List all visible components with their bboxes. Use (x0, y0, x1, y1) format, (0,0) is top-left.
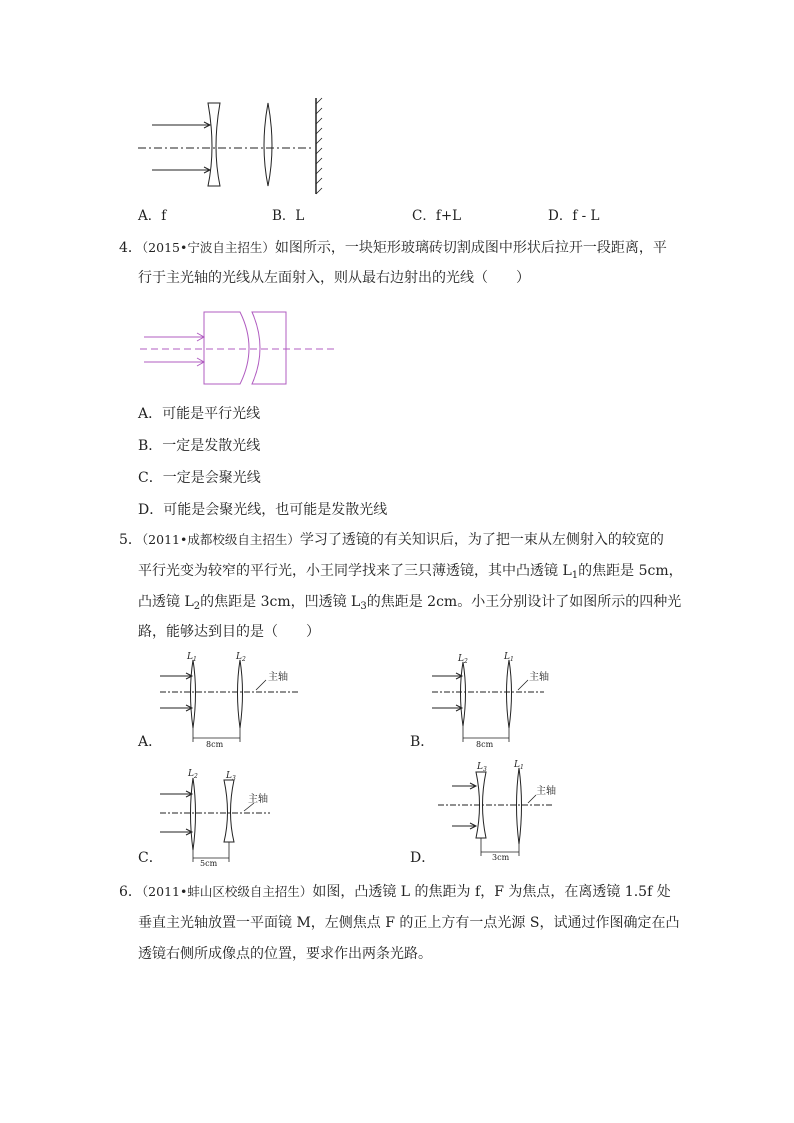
q5-text-3b: 的焦距是 3cm，凹透镜 L (200, 594, 361, 610)
q5-option-c[interactable]: C． (138, 850, 163, 866)
q5c-concave-lens (224, 780, 234, 842)
q5c-dim: 5cm (200, 859, 218, 868)
q4-text-1: 如图所示，一块矩形玻璃砖切割成图中形状后拉开一段距离，平 (274, 240, 667, 256)
q5-text-2b: 的焦距是 5cm， (578, 563, 683, 579)
q5-diagram-d (432, 758, 582, 862)
q6-line-3: 透镜右侧所成像点的位置，要求作出两条光路。 (138, 946, 432, 962)
q5-text-2a: 平行光变为较窄的平行光，小王同学找来了三只薄透镜，其中凸透镜 L (138, 563, 572, 579)
q4-source: （2015•宁波自主招生） (141, 240, 275, 255)
q5a-lens-left (191, 660, 196, 728)
q5d-axis-label: 主轴 (536, 786, 556, 797)
q5-option-a[interactable]: A． (138, 734, 163, 750)
q5b-lens-right (507, 660, 512, 728)
q4-option-a[interactable]: A．可能是平行光线 (138, 406, 261, 422)
q5-option-b[interactable]: B． (410, 734, 435, 750)
q6-text-1: 如图，凸透镜 L 的焦距为 f，F 为焦点，在离透镜 1.5f 处 (312, 884, 671, 900)
q4-line-2: 行于主光轴的光线从左面射入，则从最右边射出的光线（ ） (138, 270, 530, 286)
q5-source: （2011•成都校级自主招生） (141, 532, 300, 547)
q3-option-b[interactable]: B．L (272, 208, 305, 224)
q3-convex-lens (264, 103, 272, 186)
q5-text-3c: 的焦距是 2cm。小王分别设计了如图所示的四种光 (366, 594, 682, 610)
q5b-left-label: $L_2$ (458, 654, 468, 665)
q5d-lens-right (517, 768, 522, 844)
q5-line-2 (138, 561, 683, 586)
q4-glass-left (204, 312, 249, 384)
q5b-dim: 8cm (476, 740, 494, 749)
q3-lens-diagram (138, 98, 338, 198)
q5-number: 5． (119, 532, 142, 548)
q3-concave-lens (208, 103, 220, 186)
q5-text-3a: 凸透镜 L (138, 594, 194, 610)
q5a-lens-right (238, 660, 243, 728)
q6-line-1 (119, 882, 671, 902)
q5c-left-label: $L_2$ (188, 769, 198, 780)
q5-line-1 (119, 530, 664, 550)
q4-glass-right (252, 312, 286, 384)
q3-option-a[interactable]: A．f (138, 208, 167, 224)
q4-number: 4． (119, 240, 142, 256)
q5-option-d[interactable]: D． (410, 850, 436, 866)
q5c-axis-label: 主轴 (248, 794, 268, 805)
q5b-lens-left (461, 662, 466, 726)
q6-source: （2011•蚌山区校级自主招生） (141, 884, 313, 899)
q5d-left-label: $L_3$ (477, 762, 487, 773)
q4-option-b[interactable]: B．一定是发散光线 (138, 438, 261, 454)
q4-line-1 (119, 238, 667, 258)
q5c-lens-left (191, 778, 196, 850)
q5d-right-label: $L_1$ (514, 760, 524, 771)
q5b-axis-label: 主轴 (529, 672, 549, 683)
q5c-right-label: $L_3$ (226, 771, 236, 782)
q5-diagram-c (160, 766, 310, 866)
q4-option-c[interactable]: C．一定是会聚光线 (138, 470, 261, 486)
q6-line-2: 垂直主光轴放置一平面镜 M，左侧焦点 F 的正上方有一点光源 S，试通过作图确定在凸 (138, 915, 680, 931)
q5-sub-l1: 1 (571, 570, 579, 581)
q5b-right-label: $L_1$ (504, 652, 514, 663)
q5-diagram-a (160, 650, 310, 750)
q5a-left-label: $L_1$ (187, 652, 197, 663)
q5-sub-l2: 2 (193, 601, 201, 612)
q5d-dim: 3cm (492, 853, 510, 862)
q3-option-d[interactable]: D．f - L (548, 208, 600, 224)
q5-text-1: 学习了透镜的有关知识后，为了把一束从左侧射入的较宽的 (299, 532, 664, 548)
q5a-dim: 8cm (206, 740, 224, 749)
q5a-axis-label: 主轴 (268, 672, 288, 683)
q5-sub-l3: 3 (360, 601, 367, 612)
q6-number: 6． (119, 884, 142, 900)
q5a-right-label: $L_2$ (236, 652, 246, 663)
q4-option-d[interactable]: D．可能是会聚光线，也可能是发散光线 (138, 502, 388, 518)
q5-diagram-b (432, 650, 582, 750)
q5-line-3 (138, 592, 681, 617)
q4-glass-diagram (140, 310, 340, 388)
q5-line-4: 路，能够达到目的是（ ） (138, 624, 320, 640)
q3-option-c[interactable]: C．f+L (412, 208, 462, 224)
